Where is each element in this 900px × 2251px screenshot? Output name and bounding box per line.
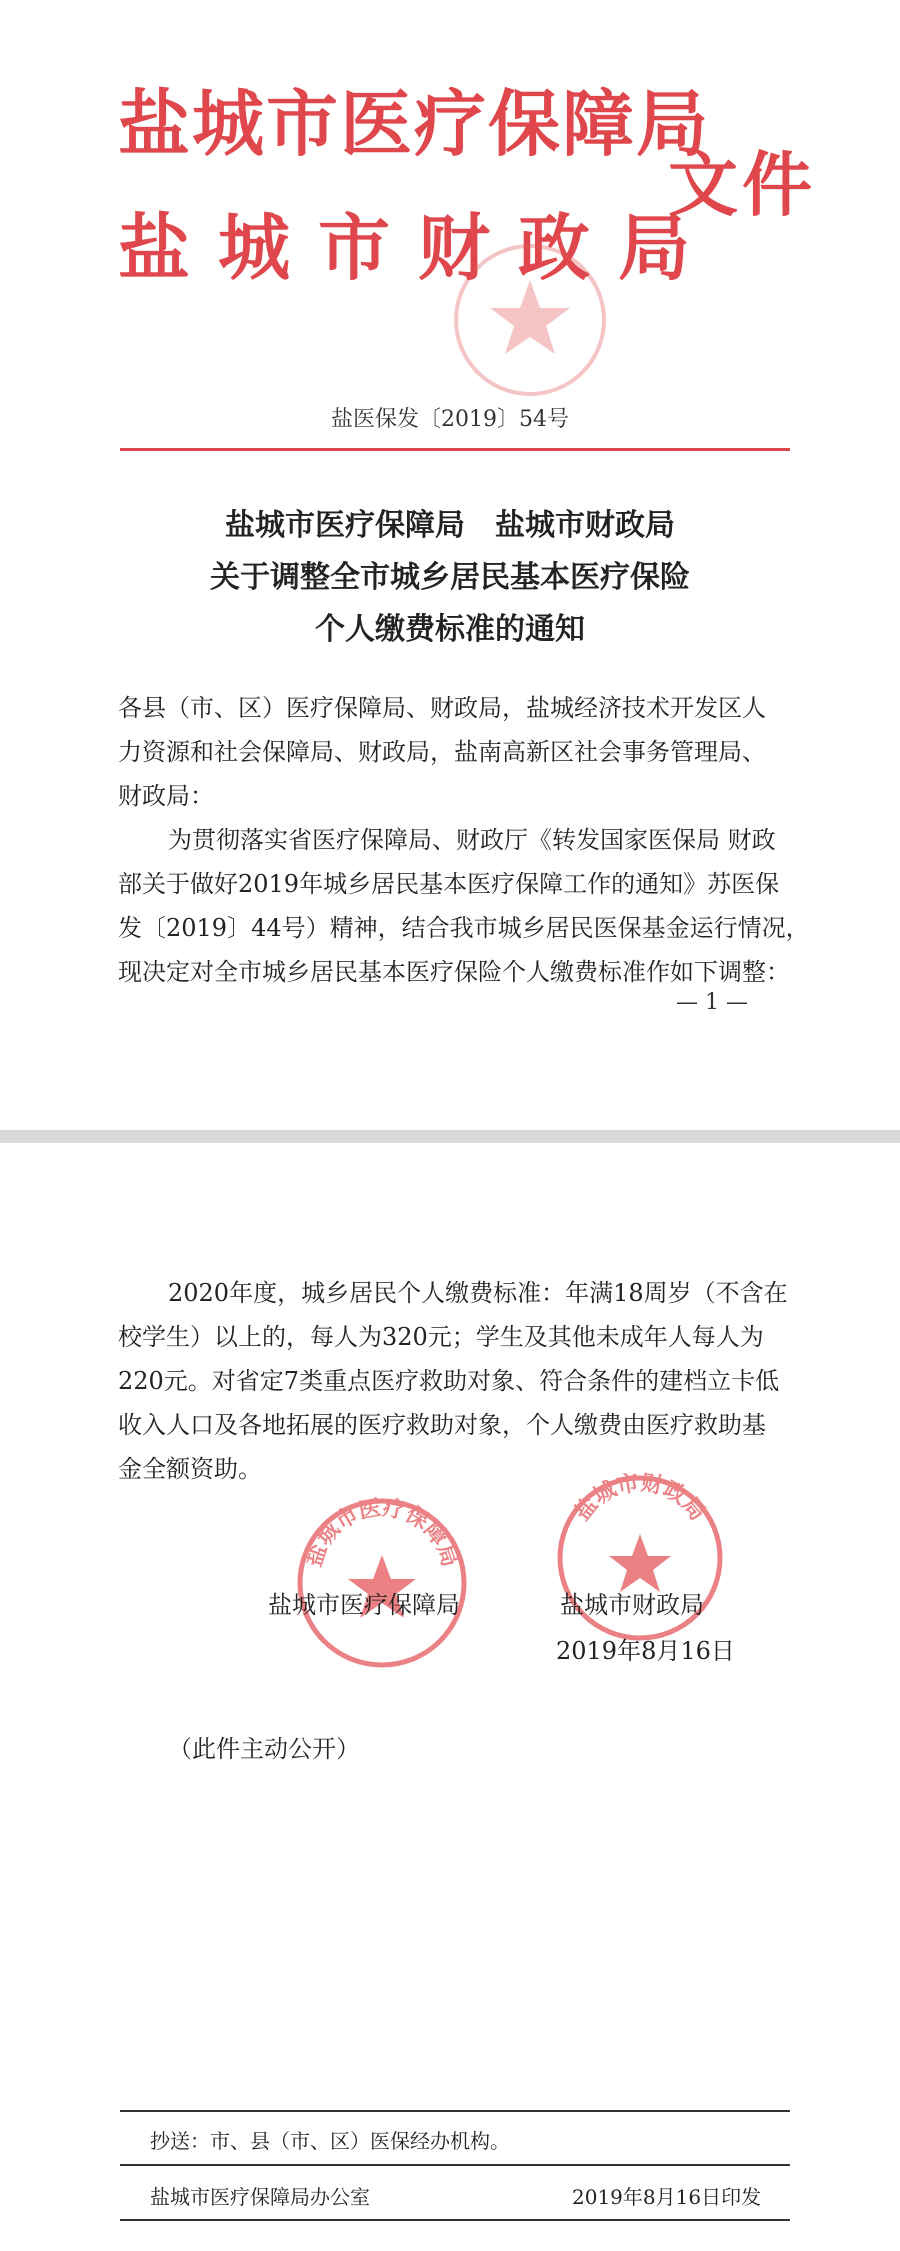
body-line: 为贯彻落实省医疗保障局、财政厅《转发国家医保局 财政 [168,826,776,854]
disclosure-note: （此件主动公开） [168,1735,360,1763]
document-number: 盐医保发〔2019〕54号 [331,407,569,432]
finance-bureau-seal-stamp-icon [550,1468,730,1648]
title-line-2: 关于调整全市城乡居民基本医疗保险 [210,560,690,595]
document-page-2 [0,1143,900,2251]
body-line: 财政局： [118,782,214,810]
signature-finance-bureau: 盐城市财政局 [560,1591,704,1619]
issuer-line-1: 盐城市医疗保障局 [118,82,711,166]
svg-text:盐城市医疗保障局: 盐城市医疗保障局 [301,1495,463,1570]
body-line: 现决定对全市城乡居民基本医疗保险个人缴费标准作如下调整： [118,958,790,986]
body-line: 金全额资助。 [118,1455,262,1483]
red-divider [120,448,790,451]
footer-office: 盐城市医疗保障局办公室 [150,2185,370,2209]
footer-rule-top [120,2110,790,2112]
footer-rule-middle [120,2164,790,2166]
svg-text:盐城市财政局: 盐城市财政局 [570,1470,710,1526]
body-line: 220元。对省定7类重点医疗救助对象、符合条件的建档立卡低 [118,1367,780,1395]
doc-type-label: 文件 [668,144,816,226]
body-line: 力资源和社会保障局、财政局，盐南高新区社会事务管理局、 [118,738,766,766]
medical-bureau-seal-stamp-icon [292,1493,472,1673]
body-line: 发〔2019〕44号）精神，结合我市城乡居民医保基金运行情况， [118,914,810,942]
issuer-line-2: 盐城市财政局 [118,206,719,290]
signature-date: 2019年8月16日 [556,1637,735,1665]
body-line: 收入人口及各地拓展的医疗救助对象，个人缴费由医疗救助基 [118,1411,766,1439]
footer-print-date: 2019年8月16日印发 [572,2185,762,2209]
signature-medical-bureau: 盐城市医疗保障局 [268,1591,460,1619]
body-line: 各县（市、区）医疗保障局、财政局，盐城经济技术开发区人 [118,694,766,722]
page-number: — 1 — [676,990,748,1015]
title-line-1: 盐城市医疗保障局 盐城市财政局 [225,508,675,543]
title-line-3: 个人缴费标准的通知 [315,612,585,647]
footer-cc: 抄送：市、县（市、区）医保经办机构。 [150,2129,510,2153]
footer-rule-bottom [120,2219,790,2221]
body-line: 校学生）以上的，每人为320元；学生及其他未成年人每人为 [118,1323,764,1351]
body-line: 2020年度，城乡居民个人缴费标准：年满18周岁（不含在 [168,1279,788,1307]
body-line: 部关于做好2019年城乡居民基本医疗保障工作的通知》苏医保 [118,870,780,898]
faint-seal-stamp-icon [430,240,630,400]
